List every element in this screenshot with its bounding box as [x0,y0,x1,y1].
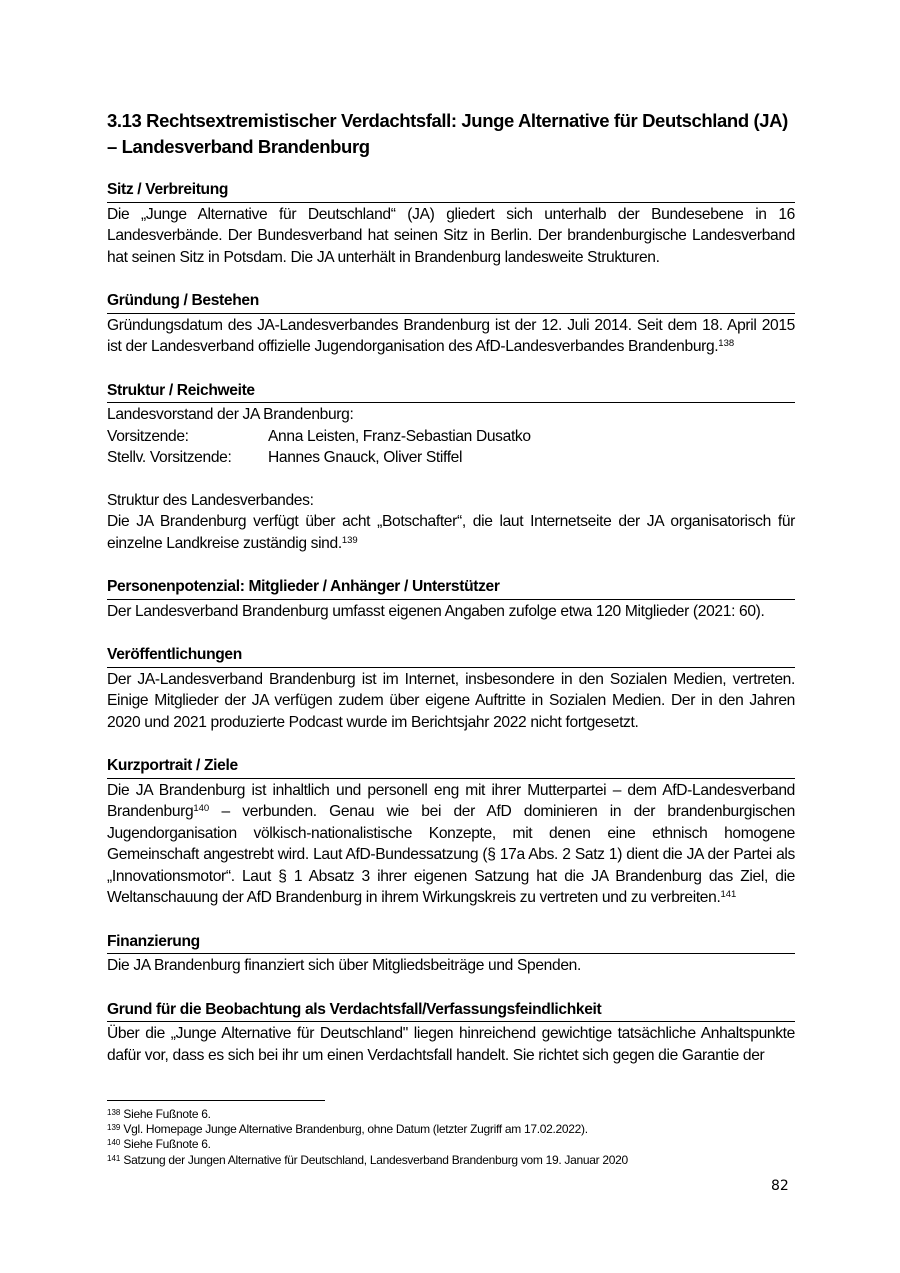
footnote-rule [107,1100,325,1101]
section-grund [107,999,795,1067]
footnote-ref-138[interactable]: 138 [718,338,735,349]
paragraph-kurzportrait-text-a: Die JA Brandenburg ist inhaltlich und personell eng mit ihrer Mutterpartei – dem AfD-Landesverband Brandenburg [107,781,795,820]
paragraph-grund: Über die „Junge Alternative für Deutschland" liegen hinreichend gewichtige tatsächliche Anhaltspunkte dafür vor, dass es sich bei ihr um einen Verdachtsfall handelt. Sie richtet sich gegen die Garantie der [107,1025,795,1064]
footnote-139 [107,1122,795,1137]
stellv-row [107,447,795,469]
paragraph-sitz: Die „Junge Alternative für Deutschland“ (JA) gliedert sich unterhalb der Bundesebene in 16 Landesverbände. Der Bundesverband hat seinen Sitz in Berlin. Der brandenburgische Landesverband hat seinen Sitz in Potsdam. Die JA unterhält in Brandenburg landesweite Strukturen. [107,205,795,266]
footnote-text: Vgl. Homepage Junge Alternative Brandenburg, ohne Datum (letzter Zugriff am 17.02.2022). [120,1122,588,1137]
section-gruendung [107,290,795,358]
footnote-number: 139 [107,1123,121,1133]
stellv-key: Stellv. Vorsitzende: [107,449,232,466]
vorsitzende-value: Anna Leisten, Franz-Sebastian Dusatko [268,427,531,445]
paragraph-struktur-text: Die JA Brandenburg verfügt über acht „Botschafter“, die laut Internetseite der JA organisatorisch für einzelne Landkreise zuständig sind. [107,513,795,552]
section-title-grund: Grund für die Beobachtung als Verdachtsfall/Verfassungsfeindlichkeit [107,999,795,1023]
section-title-struktur: Struktur / Reichweite [107,380,795,404]
section-title-gruendung: Gründung / Bestehen [107,290,795,314]
vorstand-label: Landesvorstand der JA Brandenburg: [107,406,354,423]
footnote-number: 138 [107,1108,121,1117]
spacer [107,469,795,490]
footnote-text: Siehe Fußnote 6. [120,1137,211,1152]
paragraph-veroeffentlichungen: Der JA-Landesverband Brandenburg ist im Internet, insbesondere in den Sozialen Medien, vertreten. Einige Mitglieder der JA verfügen zudem über eigene Auftritte in Sozialen Medien. Der in den Jahren 2020 und 2021 produzierte Podcast wurde im Berichtsjahr 2022 nicht fortgesetzt. [107,670,795,731]
section-struktur [107,380,795,555]
paragraph-personen: Der Landesverband Brandenburg umfasst eigenen Angaben zufolge etwa 120 Mitglieder (2021: 60). [107,602,765,620]
section-title-kurzportrait: Kurzportrait / Ziele [107,755,795,779]
section-personen [107,576,795,622]
footnotes [107,1100,795,1168]
footnote-ref-139[interactable]: 139 [341,534,358,546]
section-title-sitz: Sitz / Verbreitung [107,179,795,203]
paragraph-gruendung-text: Gründungsdatum des JA-Landesverbandes Brandenburg ist der 12. Juli 2014. Seit dem 18. April 2015 ist der Landesverband offizielle Jugendorganisation des AfD-Landesverbandes Brandenburg. [107,316,795,355]
footnote-ref-141[interactable]: 141 [720,889,737,900]
paragraph-gruendung [107,315,795,358]
document-page [107,108,795,1088]
paragraph-struktur [107,511,795,554]
page-number: 82 [771,1178,789,1194]
section-veroeffentlichungen [107,644,795,733]
section-title-finanzierung: Finanzierung [107,931,795,955]
vorsitzende-key: Vorsitzende: [107,427,189,445]
paragraph-kurzportrait-text-b: – verbunden. Genau wie bei der AfD dominieren in der brandenburgischen Jugendorganisation völkisch-nationalistische Konzepte, mit denen eine ethnisch homogene Gemeinschaft angestrebt wird. Laut AfD-Bundessatzung (§ 17a Abs. 2 Satz 1) dient die JA der Partei als „Innovationsmotor“. Laut § 1 Absatz 3 ihrer eigenen Satzung hat die JA Brandenburg das Ziel, die Weltanschauung der AfD Brandenburg in ihrem Wirkungskreis zu vertreten und zu verbreiten. [107,803,795,906]
section-kurzportrait [107,755,795,909]
footnote-number: 140 [107,1138,121,1148]
footnote-141 [107,1153,795,1168]
stellv-value: Hannes Gnauck, Oliver Stiffel [268,449,463,466]
struktur-label: Struktur des Landesverbandes: [107,491,314,509]
footnote-138 [107,1107,795,1122]
section-sitz [107,179,795,268]
paragraph-finanzierung: Die JA Brandenburg finanziert sich über Mitgliedsbeiträge und Spenden. [107,957,581,974]
section-heading: 3.13 Rechtsextremistischer Verdachtsfall: Junge Alternative für Deutschland (JA) – Landesverband Brandenburg [107,110,788,157]
section-finanzierung [107,931,795,977]
vorsitzende-row [107,426,795,448]
section-title-personen: Personenpotenzial: Mitglieder / Anhänger / Unterstützer [107,576,795,600]
footnote-text: Siehe Fußnote 6. [120,1107,211,1121]
footnote-ref-140[interactable]: 140 [193,803,210,814]
footnote-number: 141 [107,1153,121,1163]
footnote-text: Satzung der Jungen Alternative für Deutschland, Landesverband Brandenburg vom 19. Januar 2020 [120,1152,628,1167]
paragraph-kurzportrait [107,780,795,909]
footnote-140 [107,1137,795,1152]
section-title-veroeffentlichungen: Veröffentlichungen [107,644,795,668]
